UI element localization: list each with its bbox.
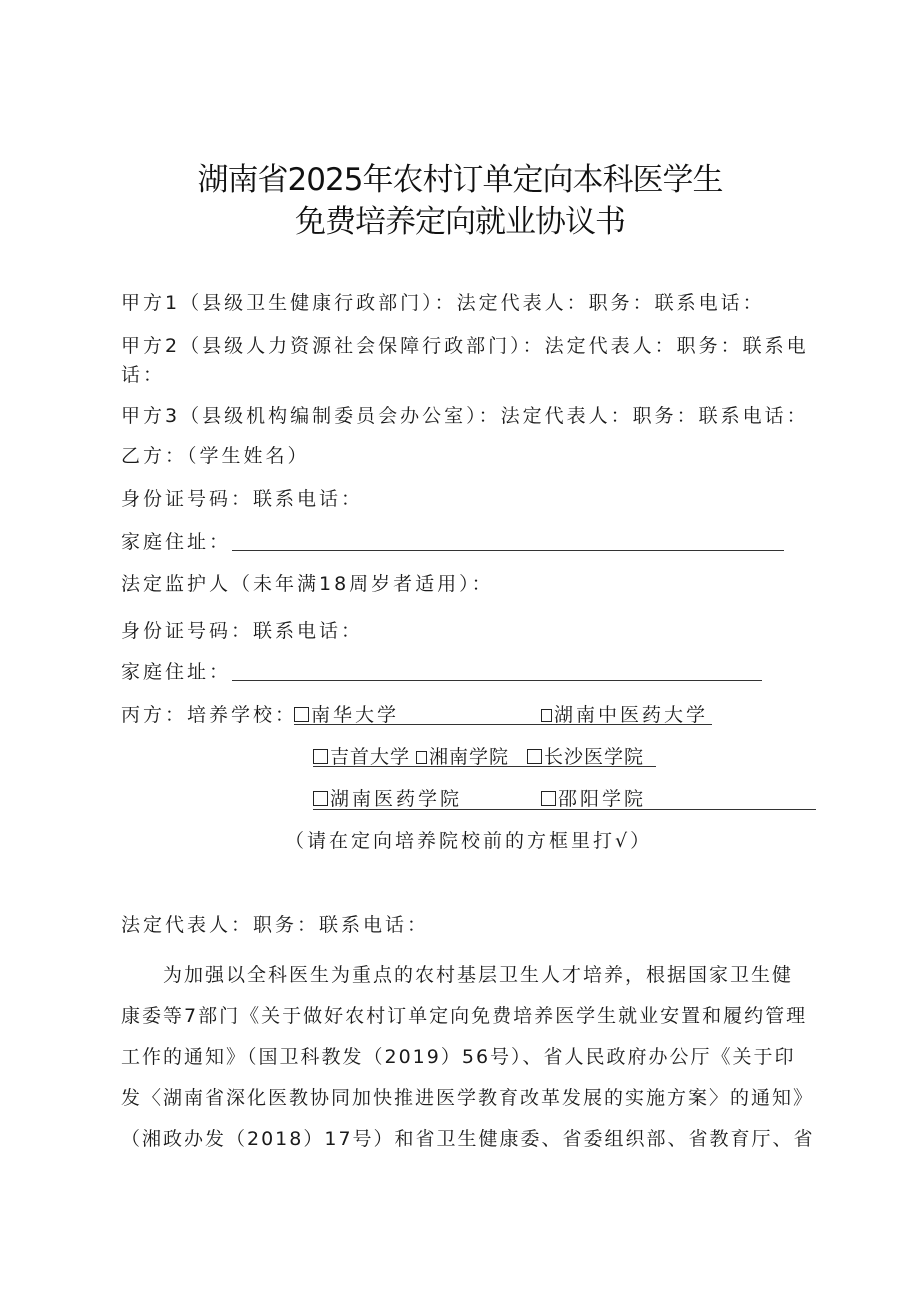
school-name: 湘南学院 (429, 746, 510, 768)
guardian-address: 家庭住址： (121, 661, 232, 683)
party-b-address-underline (232, 550, 784, 551)
title-line-2: 免费培养定向就业协议书 (295, 204, 625, 240)
body-line: （湘政办发（2018）17号）和省卫生健康委、省委组织部、省教育厅、省 (121, 1128, 815, 1150)
school-name: 吉首大学 (330, 746, 411, 768)
checkbox-icon[interactable] (294, 707, 309, 722)
party-a1: 甲方1（县级卫生健康行政部门）：法定代表人：职务：联系电话： (121, 292, 765, 314)
title-line-1: 湖南省2025年农村订单定向本科医学生 (197, 162, 723, 198)
body-line: 发〈湖南省深化医教协同加快推进医学教育改革发展的实施方案〉的通知》 (121, 1087, 815, 1109)
school-row-1-underline (294, 724, 712, 725)
body-paragraph (121, 955, 821, 1160)
party-a2: 甲方2（县级人力资源社会保障行政部门）：法定代表人：职务：联系电 (121, 335, 809, 357)
party-b-address: 家庭住址： (121, 531, 232, 553)
checkbox-icon[interactable] (541, 791, 556, 806)
guardian-label: 法定监护人（未年满18周岁者适用）： (121, 573, 494, 595)
school-name: 湖南中医药大学 (554, 704, 709, 726)
body-line: 工作的通知》（国卫科教发（2019）56号）、省人民政府办公厅《关于印 (121, 1046, 796, 1068)
guardian-address-underline (232, 680, 762, 681)
party-b-id-phone: 身份证号码：联系电话： (121, 488, 364, 510)
checkbox-icon[interactable] (416, 751, 427, 764)
checkbox-icon[interactable] (541, 709, 552, 722)
guardian-id-phone: 身份证号码：联系电话： (121, 620, 364, 642)
school-name: 南华大学 (311, 704, 400, 726)
party-a3: 甲方3（县级机构编制委员会办公室）：法定代表人：职务：联系电话： (121, 405, 809, 427)
party-b-label: 乙方：（学生姓名） (121, 445, 310, 467)
party-c-label: 丙方：培养学校： (121, 704, 298, 726)
school-name: 邵阳学院 (558, 788, 647, 810)
school-instruction: （请在定向培养院校前的方框里打√） (285, 830, 653, 852)
school-name: 湖南医药学院 (330, 788, 463, 810)
checkbox-icon[interactable] (313, 791, 328, 806)
body-line: 康委等7部门《关于做好农村订单定向免费培养医学生就业安置和履约管理 (121, 1005, 808, 1027)
school-row-3-underline (313, 809, 816, 810)
school-row-2-underline (313, 766, 656, 767)
party-a2-cont: 话： (121, 364, 166, 386)
school-name: 长沙医学院 (544, 746, 645, 768)
party-c-legal-rep: 法定代表人：职务：联系电话： (121, 914, 430, 936)
checkbox-icon[interactable] (313, 749, 328, 764)
checkbox-icon[interactable] (527, 749, 542, 764)
body-line: 为加强以全科医生为重点的农村基层卫生人才培养，根据国家卫生健 (163, 964, 794, 986)
